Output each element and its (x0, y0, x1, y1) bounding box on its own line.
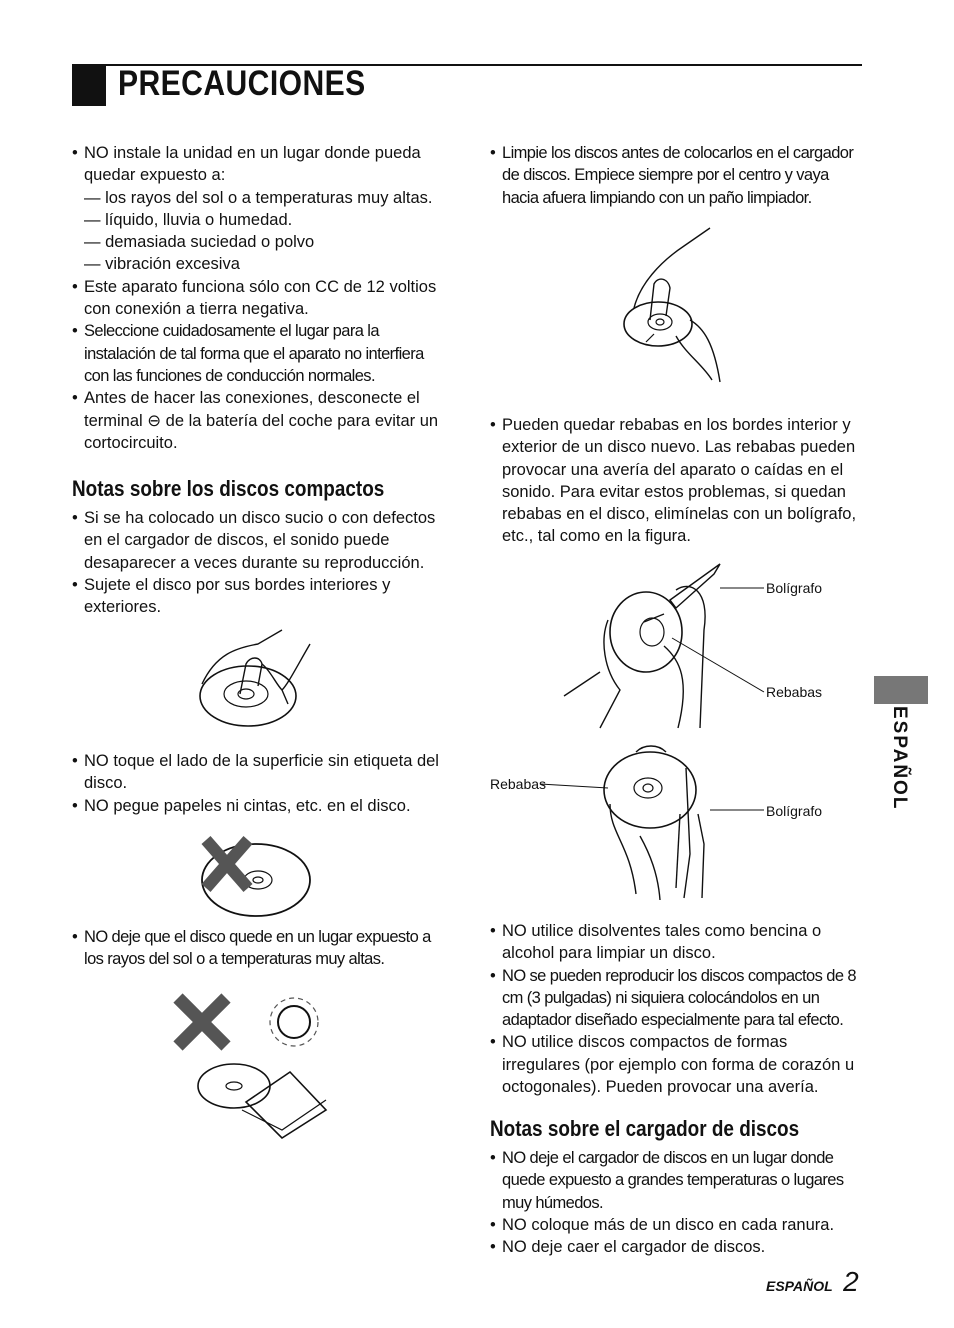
list-item: — los rayos del sol o a temperaturas muy altas. (84, 188, 433, 207)
sun-exposure-illustration (170, 990, 342, 1140)
list-item: • NO utilice discos compactos de formas irregulares (por ejemplo con forma de corazón u octogonales). Pueden provocar una avería. (490, 1031, 862, 1098)
list-item: — vibración excesiva (84, 255, 240, 274)
list-item: • NO pegue papeles ni cintas, etc. en el disco. (72, 795, 444, 817)
changer-notes-heading: Notas sobre el cargador de discos (490, 1116, 800, 1141)
changer-notes-list (490, 1147, 862, 1258)
cd-notes-list-2 (72, 750, 444, 817)
burrs-label-bottom: Rebabas (490, 776, 547, 792)
list-item: • NO utilice disolventes tales como bencina o alcohol para limpiar un disco. (490, 920, 862, 965)
list-item: • Antes de hacer las conexiones, desconecte el terminal ⊖ de la batería del coche para evitar un cortocircuito. (72, 387, 444, 454)
list-item: • NO coloque más de un disco en cada ranura. (490, 1214, 862, 1236)
list-item: — demasiada suciedad o polvo (84, 233, 315, 252)
precautions-list (72, 142, 444, 454)
list-item: • Seleccione cuidadosamente el lugar para la instalación de tal forma que el aparato no interfiera con las funciones de conducción normales. (72, 320, 444, 387)
cd-notes-list-3 (72, 926, 444, 971)
language-tab-label: ESPAÑOL (889, 706, 910, 811)
cd-notes-heading: Notas sobre los discos compactos (72, 476, 385, 501)
page-title: PRECAUCIONES (118, 64, 366, 103)
list-item: • Este aparato funciona sólo con CC de 12 voltios con conexión a tierra negativa. (72, 276, 444, 321)
list-item: • NO deje que el disco quede en un lugar expuesto a los rayos del sol o a temperaturas muy altas. (72, 926, 444, 971)
disc-holding-illustration (196, 624, 316, 734)
pen-label-top: Bolígrafo (766, 580, 823, 596)
list-item: • Si se ha colocado un disco sucio o con defectos en el cargador de discos, el sonido puede desaparecer a veces durante su reproducción. (72, 507, 444, 574)
list-item: • NO toque el lado de la superficie sin etiqueta del disco. (72, 750, 444, 795)
title-marker (72, 66, 106, 106)
cleaning-notes (490, 142, 862, 209)
burr-removal-illustration-top (560, 560, 766, 730)
list-item: • Limpie los discos antes de colocarlos en el cargador de discos. Empiece siempre por el centro y vaya hacia afuera limpiando con un paño limpiador. (490, 142, 862, 209)
page-footer (766, 1266, 859, 1298)
cd-notes-list-1 (72, 507, 444, 618)
disc-warnings (490, 920, 862, 1098)
no-tape-illustration (196, 832, 316, 922)
burr-removal-illustration-bottom (540, 744, 766, 904)
burrs-label-top: Rebabas (766, 684, 823, 700)
language-tab-marker (874, 676, 928, 704)
list-item: • NO deje el cargador de discos en un lugar donde quede expuesto a grandes temperaturas o lugares muy húmedos. (490, 1147, 862, 1214)
burrs-note (490, 414, 862, 548)
pen-label-bottom: Bolígrafo (766, 803, 823, 819)
list-item: • Sujete el disco por sus bordes interiores y exteriores. (72, 574, 444, 619)
page-number: 2 (843, 1266, 859, 1297)
list-item: • NO deje caer el cargador de discos. (490, 1236, 862, 1258)
list-item: — líquido, lluvia o humedad. (84, 210, 293, 229)
list-item: • NO se pueden reproducir los discos compactos de 8 cm (3 pulgadas) ni siquiera colocándolos en un adaptador diseñado especialmente para tal efecto. (490, 965, 862, 1032)
list-item: • Pueden quedar rebabas en los bordes interior y exterior de un disco nuevo. Las rebabas pueden provocar una avería del aparato o caídas en el sonido. Para evitar estos problemas, si quedan rebabas en el disco, elimínelas con un bolígrafo, etc., tal como en la figura. (490, 414, 862, 548)
list-item: • NO instale la unidad en un lugar donde pueda quedar expuesto a: (72, 142, 444, 187)
footer-language: ESPAÑOL (766, 1278, 833, 1294)
disc-cleaning-illustration (620, 224, 730, 384)
